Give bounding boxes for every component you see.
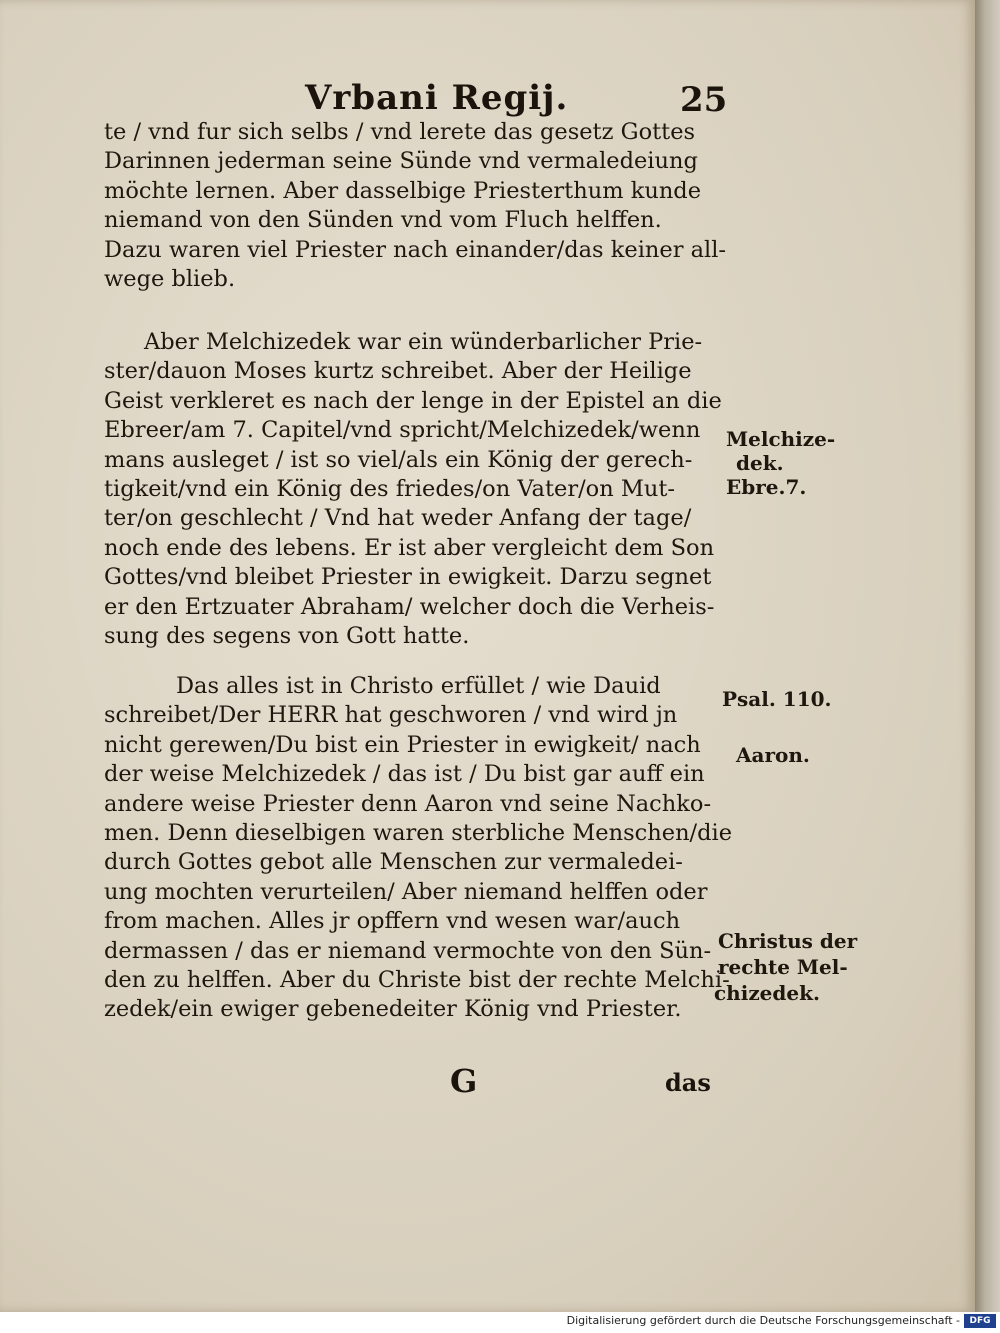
running-head: Vrbani Regij. [305, 78, 569, 118]
text-line: Aber Melchizedek war ein wünderbarlicher Prie- [144, 329, 703, 355]
text-line: Gottes/vnd bleibet Priester in ewigkeit. Darzu segnet [104, 564, 712, 591]
paragraph-2 [104, 328, 724, 651]
text-line: Darinnen jederman seine Sünde vnd vermaledeiung [104, 148, 698, 175]
text-line: from machen. Alles jr opffern vnd wesen war/auch [104, 908, 681, 935]
marginal-note: rechte Mel- [718, 955, 848, 979]
page-number: 25 [680, 80, 728, 120]
text-line: er den Ertzuater Abraham/ welcher doch die Verheis- [104, 593, 715, 620]
text-line: Ebreer/am 7. Capitel/vnd spricht/Melchizedek/wenn [104, 417, 701, 444]
text-line: Geist verkleret es nach der lenge in der Epistel an die [104, 387, 722, 414]
text-line: te / vnd fur sich selbs / vnd lerete das gesetz Gottes [104, 119, 696, 145]
text-line: der weise Melchizedek / das ist / Du bist gar auff ein [104, 761, 705, 788]
text-line: Dazu waren viel Priester nach einander/das keiner all- [104, 236, 727, 263]
text-line: men. Denn dieselbigen waren sterbliche Menschen/die [104, 819, 733, 846]
text-line: ster/dauon Moses kurtz schreibet. Aber der Heilige [104, 358, 692, 385]
catchword: das [665, 1068, 711, 1097]
text-line: mans ausleget / ist so viel/als ein König der gerech- [104, 446, 693, 473]
dfg-credit: Digitalisierung gefördert durch die Deutsche Forschungsgemeinschaft - [566, 1314, 960, 1327]
text-line: dermassen / das er niemand vermochte von den Sün- [104, 937, 712, 964]
text-line: wege blieb. [104, 265, 236, 292]
text-line: noch ende des lebens. Er ist aber vergleicht dem Son [104, 534, 715, 561]
page-edge [975, 0, 1000, 1312]
marginal-note: Christus der [718, 929, 858, 953]
text-line: tigkeit/vnd ein König des friedes/on Vater/on Mut- [104, 475, 676, 502]
text-line: zedek/ein ewiger gebenedeiter König vnd Priester. [104, 996, 682, 1023]
marginal-note: Ebre.7. [726, 475, 807, 499]
text-line: durch Gottes gebot alle Menschen zur vermaledei- [104, 849, 683, 876]
marginal-note: chizedek. [714, 981, 820, 1005]
text-line: ung mochten verurteilen/ Aber niemand helffen oder [104, 878, 708, 905]
text-line: andere weise Priester denn Aaron vnd seine Nachko- [104, 790, 712, 817]
signature-mark: G [450, 1062, 478, 1100]
marginal-note: Psal. 110. [722, 687, 832, 711]
paragraph-1 [104, 118, 727, 294]
text-line: sung des segens von Gott hatte. [104, 622, 470, 649]
text-line: möchte lernen. Aber dasselbige Priesterthum kunde [104, 177, 702, 204]
dfg-logo-icon: DFG [964, 1314, 996, 1328]
marginal-note: dek. [736, 451, 784, 475]
text-line: Das alles ist in Christo erfüllet / wie Dauid [176, 673, 661, 699]
marginal-note: Melchize- [726, 427, 836, 451]
text-line: niemand von den Sünden vnd vom Fluch helffen. [104, 207, 662, 234]
paragraph-3 [104, 672, 733, 1025]
text-line: schreibet/Der HERR hat geschworen / vnd wird jn [104, 702, 678, 729]
text-line: den zu helffen. Aber du Christe bist der rechte Melchi- [104, 966, 730, 993]
marginal-note: Aaron. [736, 743, 810, 767]
text-line: nicht gerewen/Du bist ein Priester in ewigkeit/ nach [104, 731, 701, 758]
text-line: ter/on geschlecht / Vnd hat weder Anfang der tage/ [104, 505, 692, 532]
